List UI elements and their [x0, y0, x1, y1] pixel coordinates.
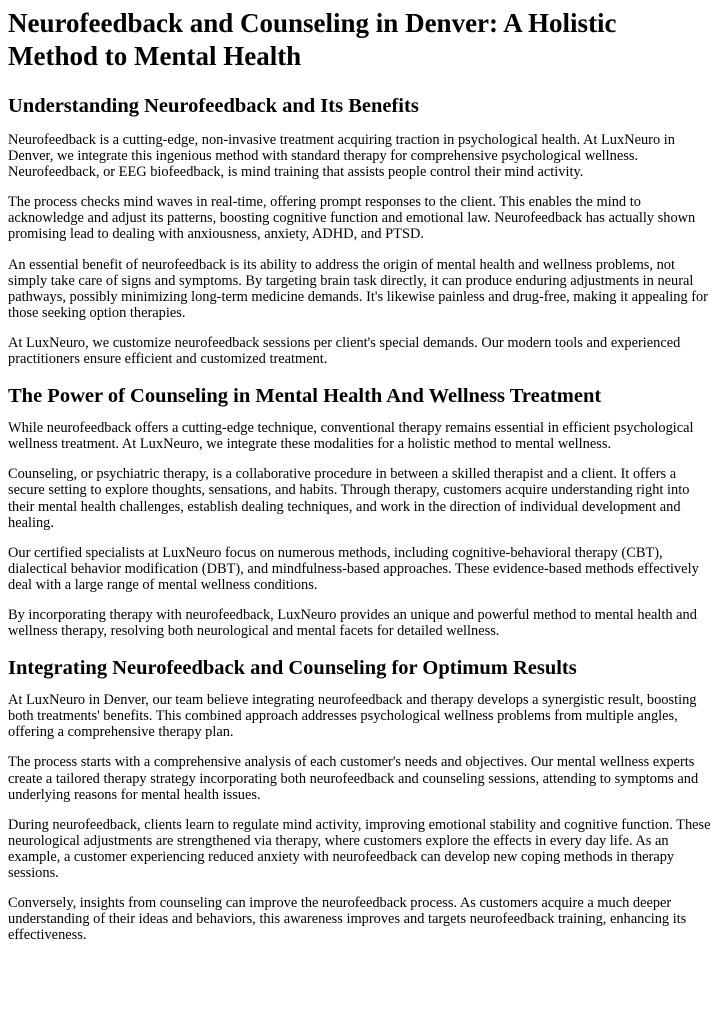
paragraph: Our certified specialists at LuxNeuro focus on numerous methods, including cognitive-behavioral therapy (CBT), dialectical behavior modification (DBT), and mindfulness-based approaches. These evidence-based methods effectively deal with a large range of mental wellness conditions. — [8, 544, 699, 593]
section-counseling-power — [8, 384, 712, 639]
paragraph: Counseling, or psychiatric therapy, is a collaborative procedure in between a skilled therapist and a client. It offers a secure setting to explore thoughts, sensations, and habits. Through therapy, customers acquire understanding right into their mental health challenges, establish dealing techniques, and work in the direction of individual development and healing. — [8, 466, 690, 531]
paragraph: Neurofeedback is a cutting-edge, non-invasive treatment acquiring traction in psychological health. At LuxNeuro in Denver, we integrate this ingenious method with standard therapy for comprehensive psychological wellness. Neurofeedback, or EEG biofeedback, is mind training that assists people control their mind activity. — [8, 132, 675, 181]
paragraph: At LuxNeuro, we customize neurofeedback sessions per client's special demands. Our modern tools and experienced practitioners ensure efficient and customized treatment. — [8, 334, 681, 368]
page-title: Neurofeedback and Counseling in Denver: A Holistic Method to Mental Health — [8, 8, 617, 71]
section-integrating-results — [8, 656, 712, 943]
paragraph: The process starts with a comprehensive analysis of each customer's needs and objectives. Our mental wellness experts create a tailored therapy strategy incorporating both neurofeedback and counseling sessions, attending to symptoms and underlying reasons for mental health issues. — [8, 754, 699, 803]
paragraph: During neurofeedback, clients learn to regulate mind activity, improving emotional stability and cognitive function. These neurological adjustments are strengthened via therapy, where customers explore the effects in every day life. As an example, a customer experiencing reduced anxiety with neurofeedback can develop new coping methods in therapy sessions. — [8, 816, 711, 881]
paragraph: By incorporating therapy with neurofeedback, LuxNeuro provides an unique and powerful method to mental health and wellness therapy, resolving both neurological and mental facets for detailed wellness. — [8, 606, 697, 640]
paragraph: At LuxNeuro in Denver, our team believe integrating neurofeedback and therapy develops a synergistic result, boosting both treatments' benefits. This combined approach addresses psychological wellness problems from multiple angles, offering a comprehensive therapy plan. — [8, 692, 697, 741]
section-heading: The Power of Counseling in Mental Health And Wellness Treatment — [8, 385, 602, 408]
paragraph: The process checks mind waves in real-time, offering prompt responses to the client. This enables the mind to acknowledge and adjust its patterns, boosting cognitive function and emotional law. Neurofeedback has actually shown promising lead to dealing with anxiousness, anxiety, ADHD, and PTSD. — [8, 194, 696, 243]
paragraph: While neurofeedback offers a cutting-edge technique, conventional therapy remains essential in efficient psychological wellness treatment. At LuxNeuro, we integrate these modalities for a holistic method to mental wellness. — [8, 420, 694, 453]
section-heading: Understanding Neurofeedback and Its Benefits — [8, 95, 419, 117]
section-heading: Integrating Neurofeedback and Counseling for Optimum Results — [8, 657, 577, 680]
paragraph: An essential benefit of neurofeedback is its ability to address the origin of mental health and wellness problems, not simply take care of signs and symptoms. By targeting brain task directly, it can produce enduring adjustments in neural pathways, possibly minimizing long-term medicine demands. It's likewise painless and drug-free, making it appealing for those seeking option therapies. — [8, 256, 708, 321]
paragraph: Conversely, insights from counseling can improve the neurofeedback process. As customers acquire a much deeper understanding of their ideas and behaviors, this awareness improves and targets neurofeedback training, enhancing its effectiveness. — [8, 895, 687, 944]
section-neurofeedback-benefits — [8, 94, 712, 367]
article — [0, 7, 720, 943]
